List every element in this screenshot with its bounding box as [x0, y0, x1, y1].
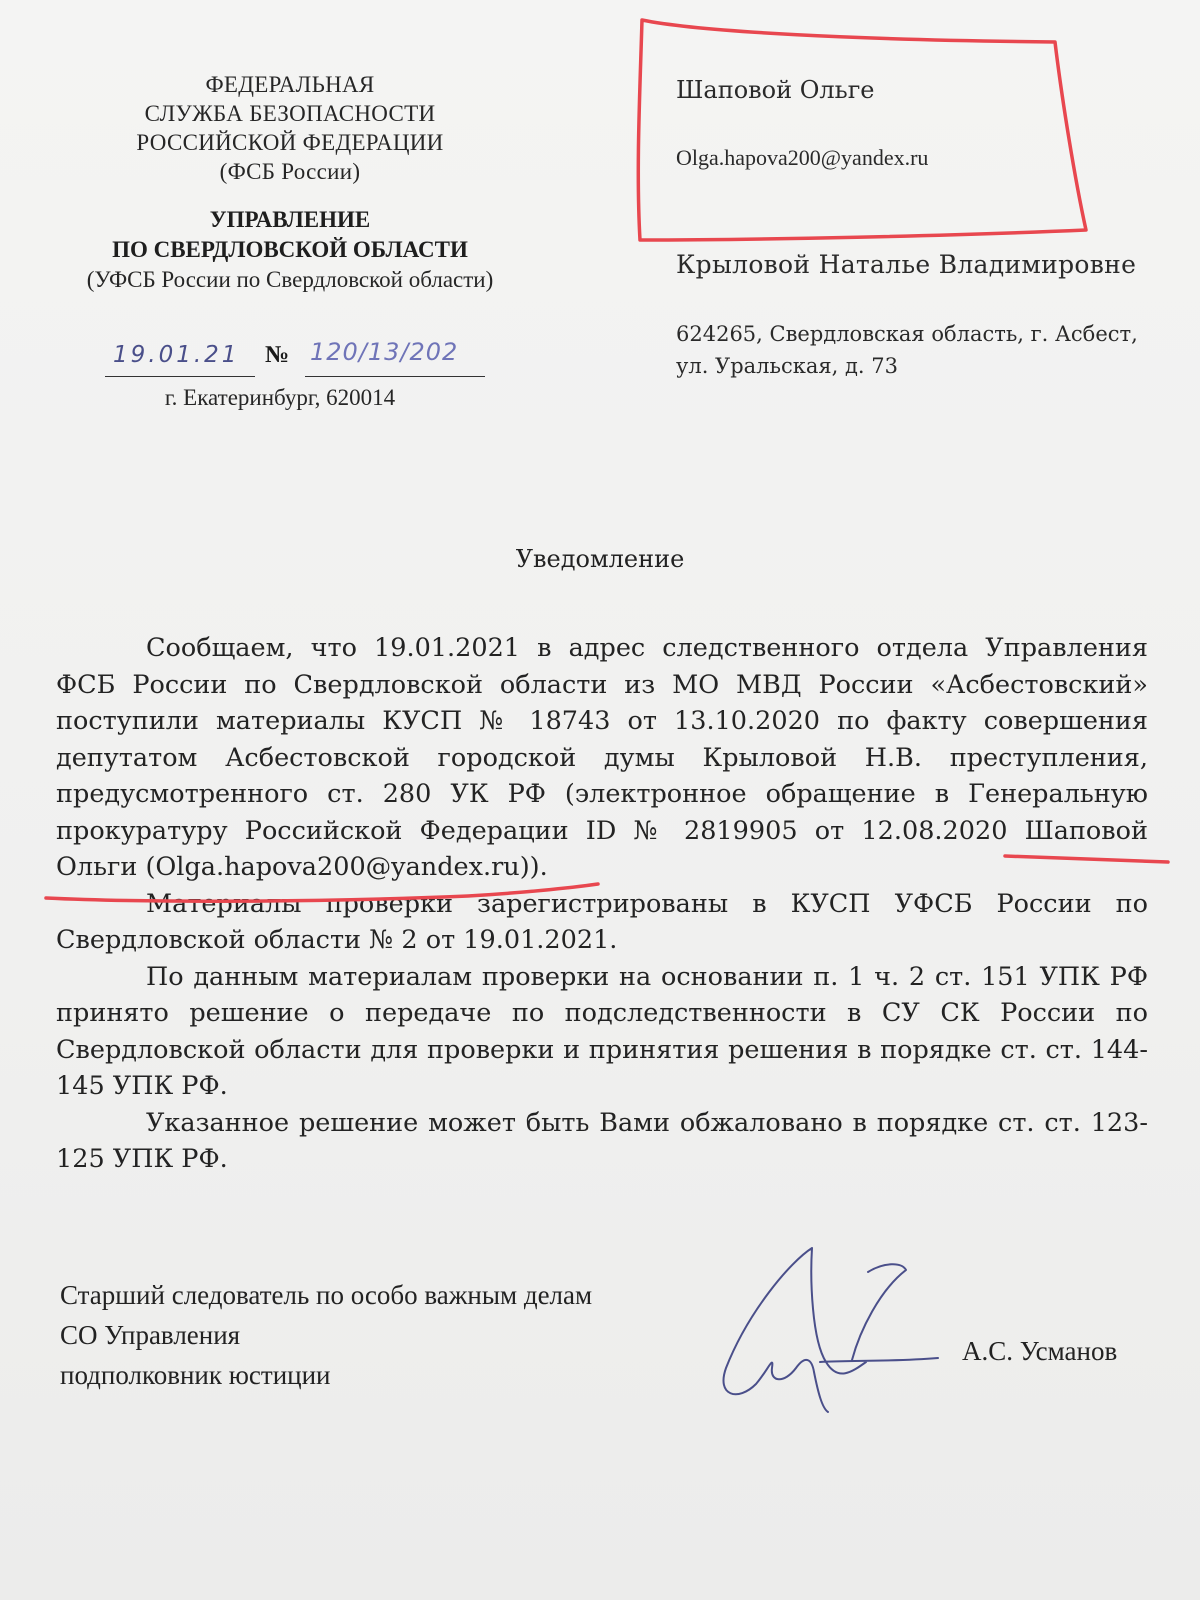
registration-date: 19.01.21	[113, 342, 240, 368]
signer-position-line: Старший следователь по особо важным делам	[60, 1280, 593, 1310]
body-paragraph: По данным материалам проверки на основании п. 1 ч. 2 ст. 151 УПК РФ принято решение о передаче по подследственности в СУ СК России по Свердловской области для проверки и принятия решения в порядке ст. ст. 144-145 УПК РФ.	[56, 961, 1148, 1101]
address-line: ул. Уральская, д. 73	[676, 354, 898, 378]
sender-org-line: (ФСБ России)	[219, 159, 361, 184]
registration-number-underline	[305, 376, 485, 377]
address-line: 624265, Свердловская область, г. Асбест,	[676, 322, 1138, 346]
sender-city: г. Екатеринбург, 620014	[164, 385, 396, 410]
registration-number-sign: №	[265, 342, 290, 368]
signer-position-line: подполковник юстиции	[60, 1360, 331, 1390]
sender-dept-line: УПРАВЛЕНИЕ	[209, 207, 371, 232]
registration-number: 120/13/202	[310, 338, 459, 366]
recipient-name-2: Крыловой Наталье Владимировне	[676, 250, 1137, 279]
sender-org-line: РОССИЙСКОЙ ФЕДЕРАЦИИ	[136, 130, 444, 155]
signer-position-line: СО Управления	[60, 1320, 241, 1350]
sender-block	[30, 70, 550, 294]
registration-date-underline	[105, 376, 255, 377]
sender-dept	[30, 205, 550, 265]
sender-org-line: ФЕДЕРАЛЬНАЯ	[205, 72, 375, 97]
document-body	[56, 630, 1148, 1178]
sender-org-line: СЛУЖБА БЕЗОПАСНОСТИ	[144, 101, 436, 126]
recipient-address	[676, 318, 1138, 382]
registration-line	[105, 338, 485, 378]
sender-dept-subtitle: (УФСБ России по Свердловской области)	[86, 267, 494, 292]
signer-name: А.С. Усманов	[962, 1336, 1118, 1366]
signature-scribble	[723, 1248, 938, 1412]
red-marker-box	[638, 20, 1086, 240]
recipient-name-1: Шаповой Ольге	[676, 76, 875, 104]
body-paragraph: Материалы проверки зарегистрированы в КУСП УФСБ России по Свердловской области № 2 от 19.01.2021.	[56, 888, 1148, 955]
sender-dept-line: ПО СВЕРДЛОВСКОЙ ОБЛАСТИ	[112, 237, 468, 262]
body-paragraph: Указанное решение может быть Вами обжаловано в порядке ст. ст. 123-125 УПК РФ.	[56, 1107, 1148, 1174]
recipient-email: Olga.hapova200@yandex.ru	[676, 145, 929, 170]
signer-position	[60, 1275, 592, 1395]
document-title: Уведомление	[515, 545, 685, 573]
body-paragraph: Сообщаем, что 19.01.2021 в адрес следственного отдела Управления ФСБ России по Свердловской области из МО МВД России «Асбестовский» поступили материалы КУСП № 18743 от 13.10.2020 по факту совершения депутатом Асбестовской городской думы Крыловой Н.В. преступления, предусмотренного ст. 280 УК РФ (электронное обращение в Генеральную прокуратуру Российской Федерации ID № 2819905 от 12.08.2020 Шаповой Ольги (Olga.hapova200@yandex.ru)).	[56, 633, 1148, 882]
